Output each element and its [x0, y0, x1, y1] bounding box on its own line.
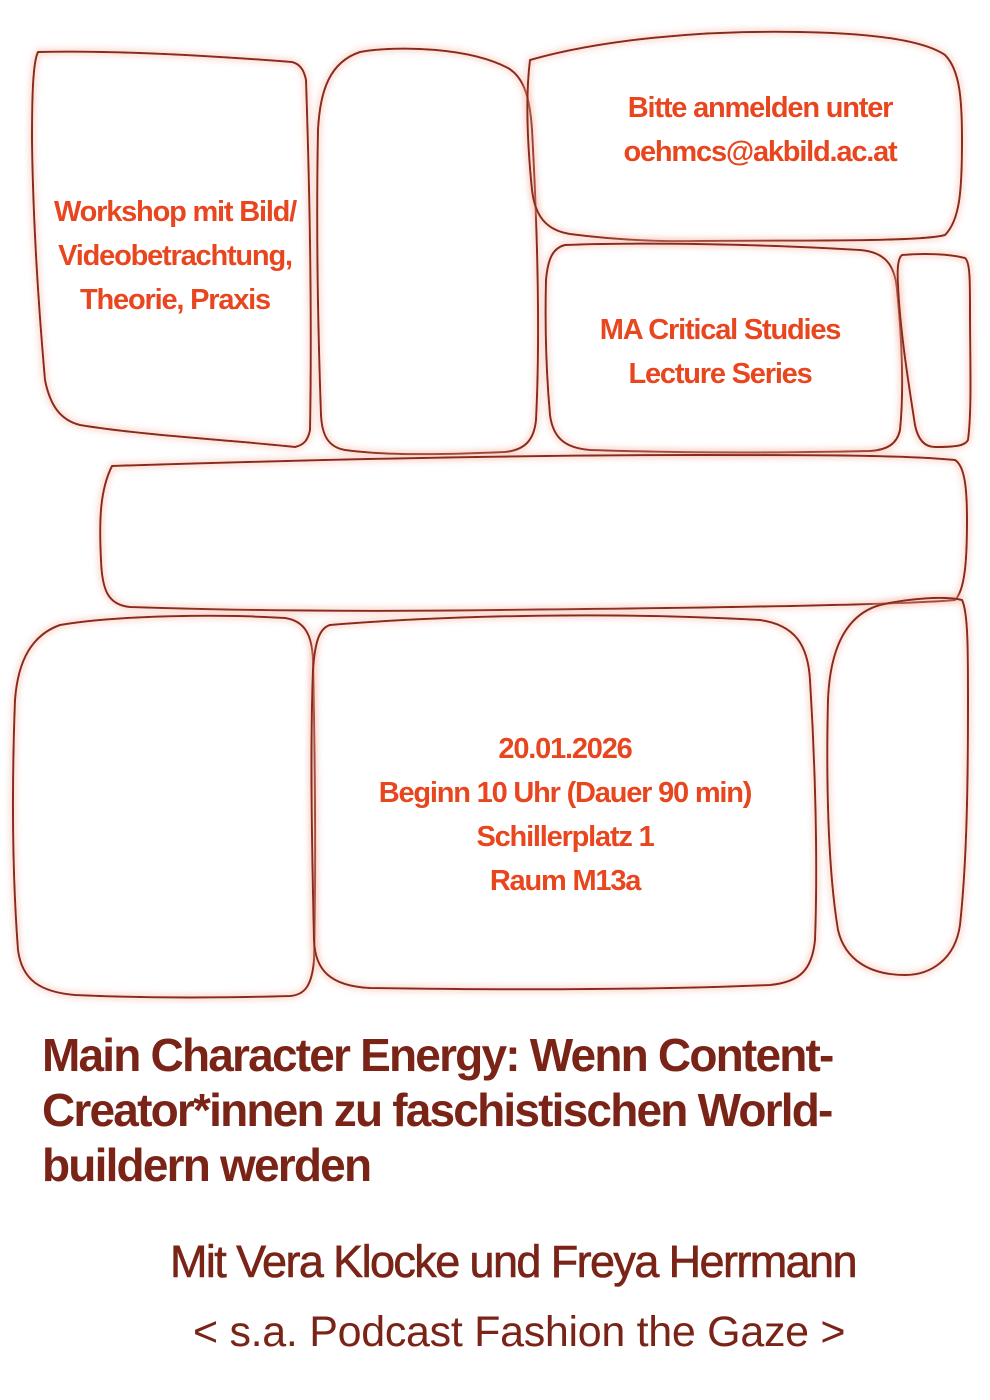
title-line: Main Character Energy: Wenn Content- — [42, 1029, 833, 1081]
speakers: Mit Vera Klocke und Freya Herrmann — [170, 1236, 856, 1287]
registration-email: oehmcs@akbild.ac.at — [623, 136, 897, 168]
title-line: Creator*innen zu faschistischen World- — [42, 1084, 832, 1136]
stone-bottom-right — [827, 598, 968, 975]
series-info — [540, 308, 900, 396]
stone-bottom-left — [13, 616, 315, 998]
series-line: MA Critical Studies — [599, 314, 841, 346]
registration-info — [560, 86, 960, 174]
title-line: buildern werden — [42, 1139, 371, 1191]
stone-long-band — [100, 455, 967, 611]
workshop-line: Videobetrachtung, — [58, 240, 292, 272]
stone-small-right — [898, 254, 971, 447]
workshop-line: Theorie, Praxis — [80, 284, 270, 316]
registration-text: Bitte anmelden unter — [627, 92, 893, 124]
event-room: Raum M13a — [489, 865, 641, 897]
podcast-reference: < s.a. Podcast Fashion the Gaze > — [193, 1308, 846, 1356]
lecture-title — [42, 1028, 962, 1193]
workshop-line: Workshop mit Bild/ — [53, 196, 297, 228]
event-time: Beginn 10 Uhr (Dauer 90 min) — [378, 777, 752, 809]
stone-mid-upper — [317, 49, 538, 454]
event-info — [330, 727, 800, 903]
workshop-info — [30, 190, 320, 322]
event-date: 20.01.2026 — [498, 733, 632, 765]
series-line: Lecture Series — [628, 358, 812, 390]
event-address: Schillerplatz 1 — [476, 821, 654, 853]
